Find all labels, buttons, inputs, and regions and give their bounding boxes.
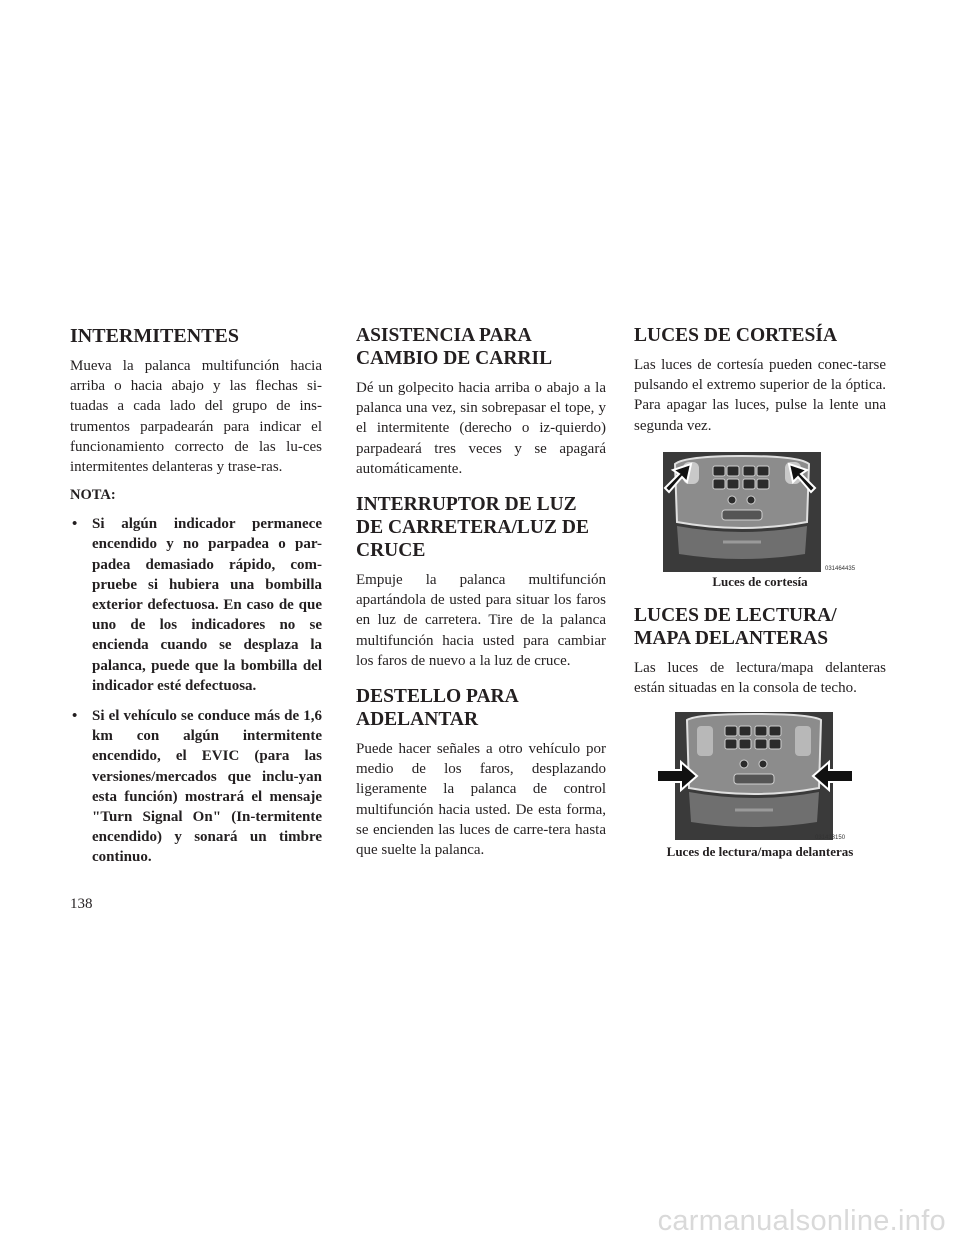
paragraph-interruptor: Empuje la palanca multifunción apartándola de usted para situar los faros en luz de carretera. Tire de la palanca multifunción hacia usted para cambiar los faros de nuevo a la luz de cruce. [356,572,606,669]
bullet-icon: • [72,516,78,533]
heading-intermitentes: INTERMITENTES [70,325,239,347]
note-label: NOTA: [70,487,116,504]
heading-asistencia: ASISTENCIA PARA CAMBIO DE CARRIL [356,325,553,369]
heading-interruptor: INTERRUPTOR DE LUZ DE CARRETERA/LUZ DE CRUCE [356,494,589,562]
bullet-icon: • [72,708,78,725]
figure-code: 031464435 [825,565,856,572]
column-middle [356,324,606,860]
watermark: carmanualsonline.info [657,1205,946,1237]
page-number: 138 [70,896,93,912]
figure-courtesy-lights [655,452,865,572]
note-item [70,706,322,868]
heading-cortesia: LUCES DE CORTESÍA [634,325,838,346]
figure-reading-lights [655,712,865,842]
paragraph-destello: Puede hacer señales a otro vehículo por medio de los faros, desplazando ligeramente la palanca de control multifunción hacia usted. De esta forma, se encienden las luces de carre-tera hasta que suelte la palanca. [356,741,606,859]
paragraph-lectura: Las luces de lectura/mapa delanteras están situadas en la consola de techo. [634,659,886,697]
paragraph-asistencia: Dé un golpecito hacia arriba o abajo a la palanca una vez, sin sobrepasar el tope, y el intermitente (derecho o iz-quierdo) parpadeará tres veces y se apagará automáticamente. [356,380,606,477]
note-item [70,514,322,696]
paragraph-intermitentes: Mueva la palanca multifunción hacia arriba o hacia abajo y las flechas si-tuadas a cada lado del grupo de ins-trumentos parpadearán para indicar el funcionamiento correcto de las lu-ces intermitentes delanteras y trase-ras. [70,358,322,476]
figure-caption: Luces de lectura/mapa delanteras [666,844,854,860]
figure-code: 031433150 [815,835,846,842]
heading-lectura: LUCES DE LECTURA/ MAPA DELANTERAS [634,604,837,649]
note-text: Si algún indicador permanece encendido y no parpadea o par-padea demasiado rápido, com-pruebe si hubiera una bombilla exterior defectuosa. En caso de que uno de los indicadores no se encienda cuando se desplaza la palanca, puede que la bombilla del indicador esté defectuosa. [92,516,322,694]
paragraph-cortesia: Las luces de cortesía pueden conec-tarse pulsando el extremo superior de la óptica. Para apagar las luces, pulse la lente una segunda vez. [634,357,886,434]
figure-caption: Luces de cortesía [712,573,808,589]
column-left [70,324,322,878]
heading-destello: DESTELLO PARA ADELANTAR [356,686,518,731]
note-text: Si el vehículo se conduce más de 1,6 km con algún intermitente encendido, el EVIC (para las versiones/mercados que inclu-yan esta función) mostrará el mensaje "Turn Signal On" (In-termitente encendido) y sonará un timbre continuo. [92,708,322,866]
note-list [70,514,322,867]
column-right [634,324,886,860]
